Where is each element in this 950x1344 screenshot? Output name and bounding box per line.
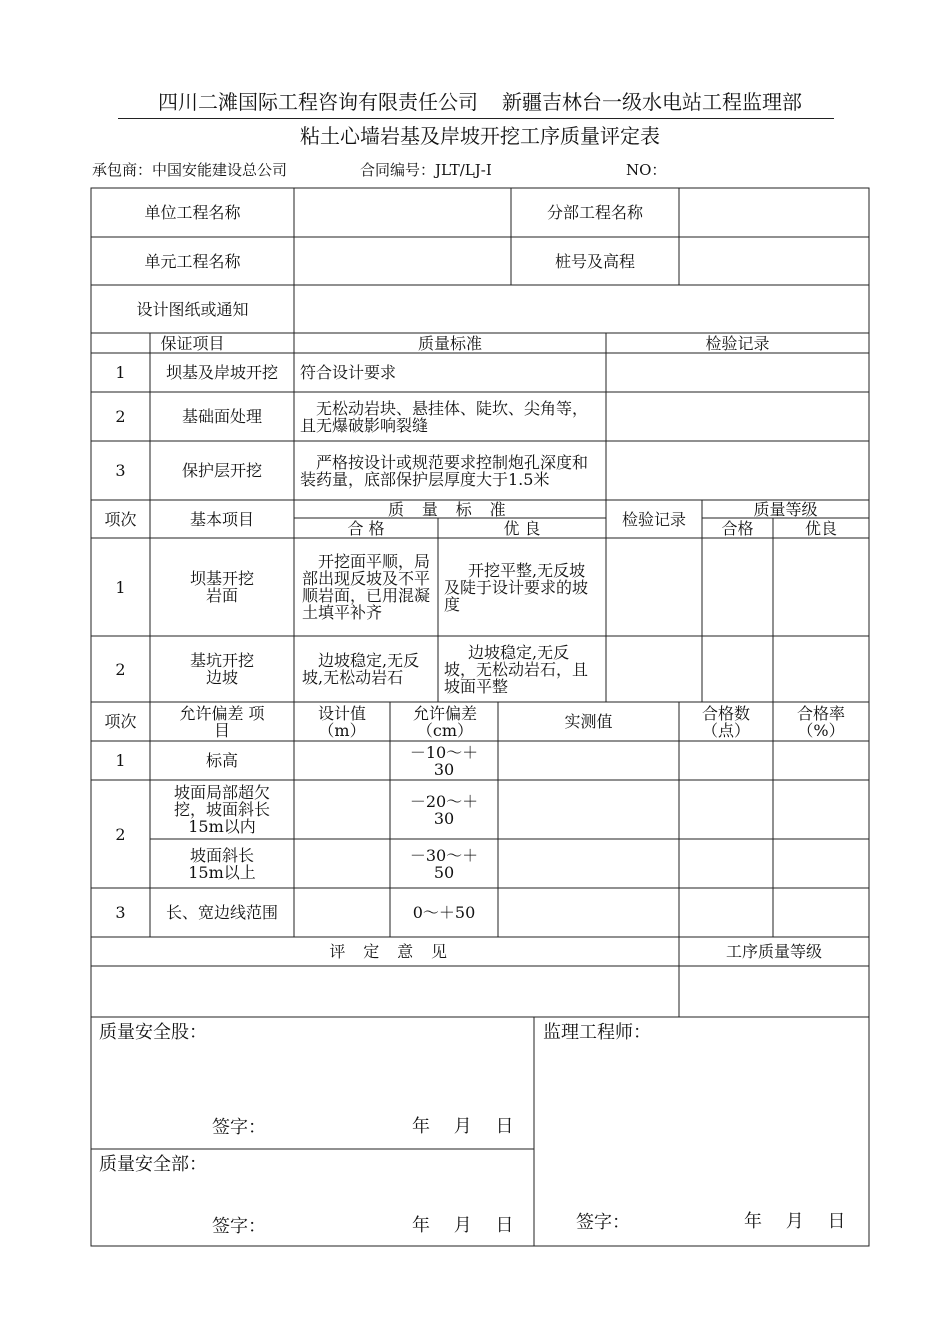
deviation-row-item: 坡面斜长15m以上: [188, 845, 256, 882]
supervisor-signature-label[interactable]: 签字：: [576, 1211, 630, 1233]
basic-row-grade-excellent[interactable]: [773, 538, 869, 636]
deviation-row-measured[interactable]: [498, 888, 679, 937]
basic-row-excellent-standard: 开挖平整,无反坡及陡于设计要求的坡度: [444, 560, 589, 614]
deviation-row-allow: －20～＋30: [409, 791, 479, 828]
deviation-row-measured[interactable]: [498, 780, 679, 839]
basic-item-header: 基本项目: [189, 509, 254, 529]
basic-row-item: 坝基开挖岩面: [189, 569, 254, 605]
guarantee-row-record[interactable]: [606, 353, 869, 392]
deviation-row-item: 标高: [205, 751, 238, 770]
contract-number: 合同编号：JLT/LJ-I: [360, 161, 492, 179]
process-quality-grade-value[interactable]: [679, 966, 869, 1017]
deviation-pass-rate-header: 合格率（%）: [796, 703, 845, 740]
basic-row-record[interactable]: [606, 538, 702, 636]
guarantee-row-item: 坝基及岸坡开挖: [165, 363, 278, 382]
supervisor-label: 监理工程师：: [543, 1021, 651, 1043]
basic-row-pass-standard: 边坡稳定,无反坡,无松动岩石: [302, 651, 420, 687]
guarantee-row-record[interactable]: [606, 441, 869, 500]
deviation-row-design[interactable]: [294, 780, 390, 839]
basic-grade-pass-header: 合格: [721, 518, 754, 538]
guarantee-row-no: 2: [115, 407, 126, 426]
qs-section-date[interactable]: 年 月 日: [412, 1115, 514, 1137]
element-project-value[interactable]: [294, 237, 511, 285]
deviation-item-header: 允许偏差 项 目: [179, 703, 265, 740]
station-elevation-label: 桩号及高程: [554, 251, 635, 271]
deviation-row-no: 1: [115, 751, 126, 770]
deviation-row-measured[interactable]: [498, 741, 679, 780]
element-project-label: 单元工程名称: [144, 251, 241, 271]
deviation-row-allow: －10～＋30: [409, 742, 479, 779]
qs-dept-label: 质量安全部：: [99, 1153, 207, 1175]
guarantee-row-standard: 符合设计要求: [300, 363, 397, 382]
basic-row-grade-pass[interactable]: [702, 538, 773, 636]
qs-section-label: 质量安全股：: [99, 1021, 207, 1043]
basic-row-excellent-standard: 边坡稳定,无反坡，无松动岩石，且坡面平整: [444, 642, 589, 696]
deviation-row-design[interactable]: [294, 839, 390, 888]
basic-row-pass-standard: 开挖面平顺，局部出现反坡及不平顺岩面，已用混凝土填平补齐: [302, 552, 431, 622]
basic-excellent-header: 优 良: [503, 518, 541, 538]
evaluation-opinion-header: 评 定 意 见: [329, 942, 454, 961]
guarantee-record-header: 检验记录: [705, 333, 770, 353]
basic-record-header: 检验记录: [621, 509, 686, 529]
form-number-label: NO：: [626, 161, 667, 179]
sub-project-label: 分部工程名称: [546, 203, 643, 222]
qs-section-signature-label[interactable]: 签字：: [212, 1116, 266, 1138]
department-name: 新疆吉林台一级水电站工程监理部: [502, 90, 802, 114]
basic-row-no: 2: [115, 659, 126, 679]
deviation-row-measured[interactable]: [498, 839, 679, 888]
supervisor-date[interactable]: 年 月 日: [744, 1210, 846, 1232]
basic-row-no: 1: [115, 577, 126, 597]
deviation-row-design[interactable]: [294, 888, 390, 937]
deviation-design-header: 设计值（m）: [317, 703, 366, 740]
guarantee-item-header: 保证项目: [160, 333, 225, 353]
guarantee-row-no: 3: [115, 461, 126, 480]
unit-project-value[interactable]: [294, 188, 511, 237]
deviation-measured-header: 实测值: [564, 712, 613, 731]
basic-grade-header: 质量等级: [753, 499, 818, 519]
basic-row-record[interactable]: [606, 636, 702, 702]
guarantee-row-standard: 严格按设计或规范要求控制炮孔深度和装药量，底部保护层厚度大于1.5米: [300, 452, 589, 489]
deviation-row-item: 长、宽边线范围: [165, 903, 278, 922]
drawings-label: 设计图纸或通知: [136, 299, 249, 319]
deviation-row-pass-count[interactable]: [679, 839, 773, 888]
guarantee-row-record[interactable]: [606, 392, 869, 441]
deviation-row-pass-rate[interactable]: [773, 741, 869, 780]
basic-seq-header: 项次: [104, 509, 137, 529]
guarantee-row-standard: 无松动岩块、悬挂体、陡坎、尖角等，且无爆破影响裂缝: [300, 398, 589, 435]
deviation-row-no: 3: [115, 903, 126, 922]
basic-row-item: 基坑开挖边坡: [189, 651, 254, 687]
basic-grade-excellent-header: 优良: [804, 518, 837, 538]
process-quality-grade-header: 工序质量等级: [725, 942, 822, 961]
unit-project-label: 单位工程名称: [144, 203, 241, 222]
qs-dept-signature-label[interactable]: 签字：: [212, 1215, 266, 1237]
guarantee-row-no: 1: [115, 363, 126, 382]
deviation-row-pass-rate[interactable]: [773, 888, 869, 937]
guarantee-row-item: 基础面处理: [181, 407, 262, 426]
deviation-row-design[interactable]: [294, 741, 390, 780]
deviation-row-pass-count[interactable]: [679, 888, 773, 937]
deviation-row-pass-rate[interactable]: [773, 780, 869, 839]
guarantee-standard-header: 质量标准: [417, 333, 482, 353]
deviation-row-allow: －30～＋50: [409, 845, 479, 882]
basic-row-grade-pass[interactable]: [702, 636, 773, 702]
form-title: 粘土心墙岩基及岸坡开挖工序质量评定表: [300, 124, 660, 148]
deviation-pass-count-header: 合格数（点）: [701, 703, 750, 740]
drawings-value[interactable]: [294, 285, 869, 333]
deviation-row-allow: 0～＋50: [412, 903, 476, 922]
basic-pass-header: 合 格: [347, 518, 385, 538]
deviation-allow-header: 允许偏差（cm）: [412, 703, 477, 740]
deviation-seq-header: 项次: [104, 712, 137, 731]
sub-project-value[interactable]: [679, 188, 869, 237]
station-elevation-value[interactable]: [679, 237, 869, 285]
deviation-row-no: 2: [115, 824, 126, 844]
deviation-row-pass-rate[interactable]: [773, 839, 869, 888]
qs-dept-date[interactable]: 年 月 日: [412, 1214, 514, 1236]
company-name: 四川二滩国际工程咨询有限责任公司: [158, 90, 478, 114]
deviation-row-item: 坡面局部超欠挖，坡面斜长15m以内: [173, 783, 270, 836]
evaluation-opinion-value[interactable]: [91, 966, 679, 1017]
basic-standard-header: 质 量 标 准: [387, 499, 513, 519]
deviation-row-pass-count[interactable]: [679, 741, 773, 780]
contractor-label: 承包商：中国安能建设总公司: [92, 161, 288, 179]
guarantee-row-item: 保护层开挖: [181, 461, 262, 480]
deviation-row-pass-count[interactable]: [679, 780, 773, 839]
basic-row-grade-excellent[interactable]: [773, 636, 869, 702]
